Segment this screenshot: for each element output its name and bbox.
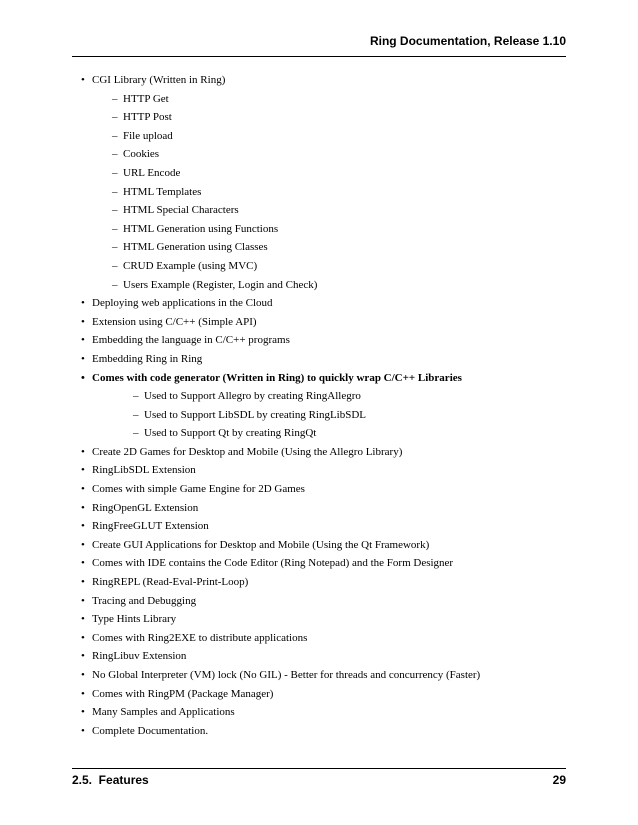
bullet-icon: • bbox=[81, 352, 85, 365]
item-text: HTTP Post bbox=[123, 111, 172, 124]
bullet-icon: • bbox=[81, 576, 85, 589]
bullet-icon: • bbox=[81, 334, 85, 347]
item-text: Embedding Ring in Ring bbox=[92, 352, 203, 365]
cgi-sublist bbox=[92, 93, 566, 292]
list-item bbox=[72, 613, 566, 626]
bullet-icon: • bbox=[81, 464, 85, 477]
item-text: Used to Support Qt by creating RingQt bbox=[144, 427, 317, 440]
item-text: RingLibSDL Extension bbox=[92, 464, 196, 477]
running-footer bbox=[72, 768, 566, 787]
bullet-icon: • bbox=[81, 669, 85, 681]
bullet-icon: • bbox=[81, 724, 85, 737]
list-item-embed-ring bbox=[72, 353, 566, 366]
sublist-item bbox=[92, 186, 566, 199]
item-text: HTML Special Characters bbox=[123, 204, 239, 217]
item-text: Used to Support LibSDL by creating RingLibSDL bbox=[144, 408, 367, 421]
bullet-icon: • bbox=[81, 706, 85, 719]
item-text: Cookies bbox=[123, 148, 160, 161]
bullet-icon: • bbox=[81, 650, 85, 663]
bullet-icon: • bbox=[81, 483, 85, 496]
list-item bbox=[72, 595, 566, 608]
list-item bbox=[72, 576, 566, 589]
running-header bbox=[72, 34, 566, 57]
item-text: HTML Generation using Classes bbox=[123, 241, 268, 254]
sublist-item bbox=[92, 409, 566, 422]
bullet-icon: • bbox=[81, 613, 85, 626]
item-text: Users Example (Register, Login and Check) bbox=[123, 278, 318, 291]
dash-icon: – bbox=[112, 129, 118, 142]
sublist-item bbox=[92, 279, 566, 292]
bullet-icon: • bbox=[81, 315, 85, 328]
item-text: RingOpenGL Extension bbox=[92, 501, 199, 514]
sublist-item bbox=[92, 204, 566, 217]
list-item bbox=[72, 688, 566, 701]
header-title: Ring Documentation, Release 1.10 bbox=[369, 34, 566, 48]
dash-icon: – bbox=[112, 148, 118, 161]
item-text: File upload bbox=[123, 129, 173, 142]
item-text: HTML Generation using Functions bbox=[123, 222, 279, 235]
list-item bbox=[72, 464, 566, 477]
list-item bbox=[72, 557, 566, 570]
page-number: 29 bbox=[552, 773, 566, 787]
item-text: RingLibuv Extension bbox=[92, 650, 187, 663]
bullet-icon: • bbox=[81, 501, 85, 514]
sublist-item bbox=[92, 93, 566, 106]
sublist-item bbox=[92, 427, 566, 440]
bullet-icon: • bbox=[81, 520, 85, 533]
item-text: Comes with IDE contains the Code Editor (Ring Notepad) and the Form Designer bbox=[92, 557, 454, 570]
item-text: Comes with code generator (Written in Ring) to quickly wrap C/C++ Libraries bbox=[92, 371, 462, 384]
sublist-item bbox=[92, 148, 566, 161]
item-text: Deploying web applications in the Cloud bbox=[92, 297, 273, 310]
bullet-icon: • bbox=[81, 74, 85, 86]
bullet-icon: • bbox=[81, 631, 85, 644]
sublist-item bbox=[92, 111, 566, 124]
item-text: Comes with RingPM (Package Manager) bbox=[92, 687, 274, 700]
features-list bbox=[72, 74, 566, 743]
sublist-item bbox=[92, 130, 566, 143]
item-text: Tracing and Debugging bbox=[92, 594, 197, 607]
item-text: Used to Support Allegro by creating RingAllegro bbox=[144, 390, 361, 403]
item-text: Comes with simple Game Engine for 2D Games bbox=[92, 483, 305, 496]
dash-icon: – bbox=[133, 408, 139, 421]
item-text: Extension using C/C++ (Simple API) bbox=[92, 315, 257, 328]
dash-icon: – bbox=[112, 111, 118, 124]
bullet-icon: • bbox=[81, 297, 85, 310]
item-text: Type Hints Library bbox=[92, 613, 177, 626]
dash-icon: – bbox=[112, 92, 118, 105]
item-text: No Global Interpreter (VM) lock (No GIL) - Better for threads and concurrency (Faster) bbox=[92, 669, 481, 681]
list-item-extension bbox=[72, 316, 566, 329]
list-item bbox=[72, 725, 566, 738]
dash-icon: – bbox=[112, 241, 118, 254]
list-item bbox=[72, 539, 566, 552]
list-item bbox=[72, 520, 566, 533]
item-text: HTTP Get bbox=[123, 92, 169, 105]
sublist-item bbox=[92, 260, 566, 273]
dash-icon: – bbox=[112, 166, 118, 179]
list-item bbox=[72, 502, 566, 515]
bullet-icon: • bbox=[81, 371, 85, 384]
list-item bbox=[72, 632, 566, 645]
item-text: RingFreeGLUT Extension bbox=[92, 520, 209, 533]
dash-icon: – bbox=[112, 222, 118, 235]
list-item-deploy bbox=[72, 297, 566, 310]
bullet-icon: • bbox=[81, 445, 85, 458]
bullet-icon: • bbox=[81, 538, 85, 551]
list-item bbox=[72, 446, 566, 459]
list-item bbox=[72, 483, 566, 496]
sublist-item bbox=[92, 390, 566, 403]
sublist-item bbox=[92, 167, 566, 180]
item-text: HTML Templates bbox=[123, 185, 202, 198]
sublist-item bbox=[92, 241, 566, 254]
list-item bbox=[72, 706, 566, 719]
item-text: RingREPL (Read-Eval-Print-Loop) bbox=[92, 576, 249, 589]
item-text: CRUD Example (using MVC) bbox=[123, 259, 258, 272]
item-text: Embedding the language in C/C++ programs bbox=[92, 334, 290, 347]
dash-icon: – bbox=[112, 259, 118, 272]
item-text: URL Encode bbox=[123, 166, 181, 179]
dash-icon: – bbox=[133, 427, 139, 440]
dash-icon: – bbox=[133, 390, 139, 403]
item-text: Comes with Ring2EXE to distribute applications bbox=[92, 631, 308, 644]
list-item-embed-lang bbox=[72, 334, 566, 347]
bullet-icon: • bbox=[81, 594, 85, 607]
footer-section: 2.5. Features bbox=[72, 773, 149, 787]
item-text: Complete Documentation. bbox=[92, 724, 209, 737]
item-text: Many Samples and Applications bbox=[92, 706, 235, 719]
item-text: Create GUI Applications for Desktop and Mobile (Using the Qt Framework) bbox=[92, 538, 430, 551]
list-item-codegen bbox=[72, 372, 566, 441]
item-text: CGI Library (Written in Ring) bbox=[92, 74, 226, 86]
bullet-icon: • bbox=[81, 687, 85, 700]
bullet-icon: • bbox=[81, 557, 85, 570]
list-item bbox=[72, 650, 566, 663]
list-item bbox=[72, 669, 566, 682]
dash-icon: – bbox=[112, 278, 118, 291]
sublist-item bbox=[92, 223, 566, 236]
list-item-cgi bbox=[72, 74, 566, 292]
dash-icon: – bbox=[112, 204, 118, 217]
item-text: Create 2D Games for Desktop and Mobile (Using the Allegro Library) bbox=[92, 445, 403, 458]
codegen-sublist bbox=[92, 390, 566, 440]
dash-icon: – bbox=[112, 185, 118, 198]
